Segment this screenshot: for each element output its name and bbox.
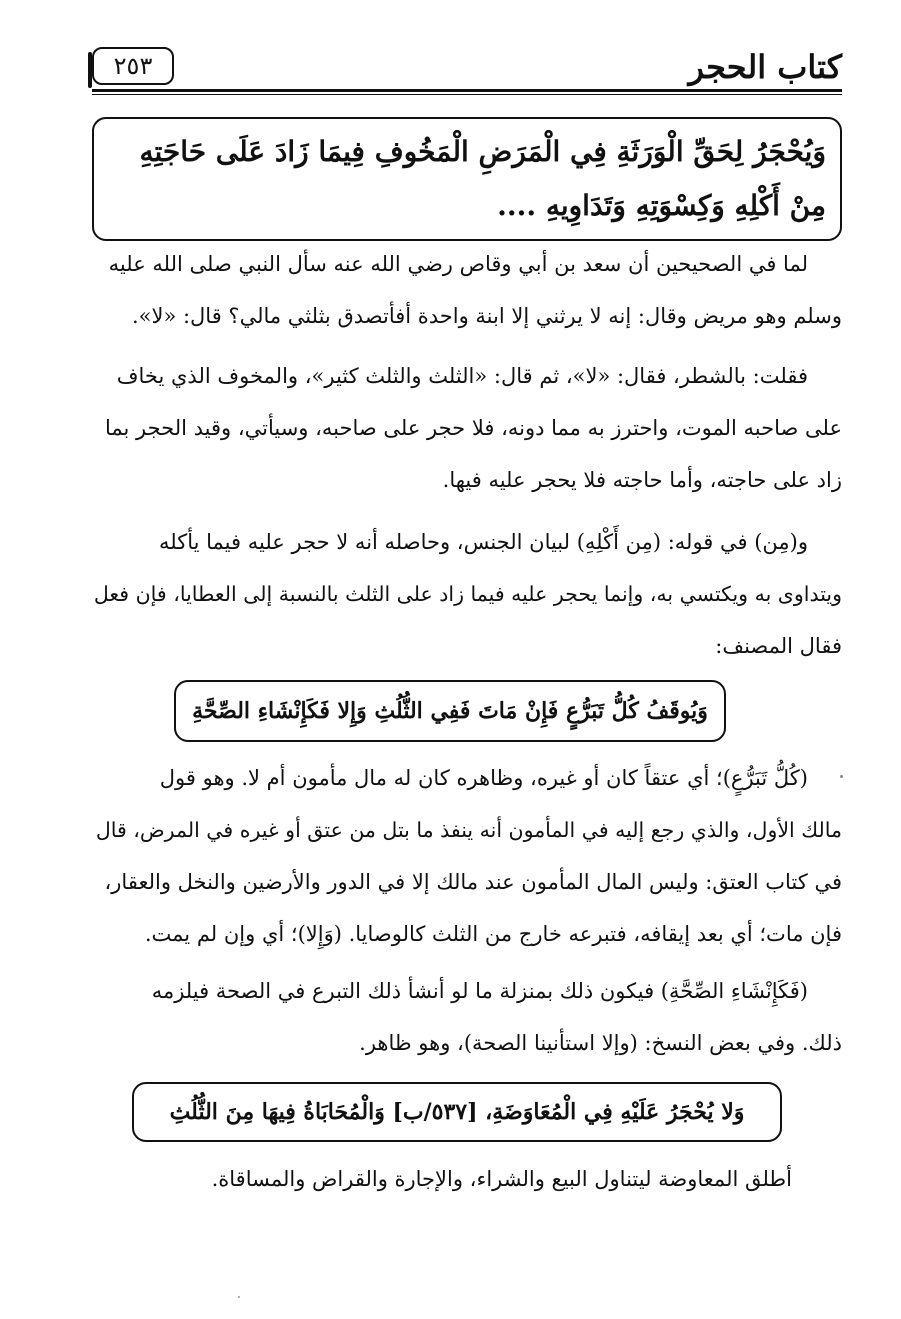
text-line: فقلت: بالشطر، فقال: «لا»، ثم قال: «الثلث والثلث كثير»، والمخوف الذي يخاف <box>116 364 808 388</box>
text-line: فقال المصنف: <box>715 634 842 658</box>
text-line: لما في الصحيحين أن سعد بن أبي وقاص رضي الله عنه سأل النبي صلى الله عليه <box>108 252 808 276</box>
text-line: (كُلُّ تَبَرُّعٍ)؛ أي عتقاً كان أو غيره، وظاهره كان له مال مأمون أم لا. وهو قول <box>159 766 808 790</box>
commentary-paragraph <box>92 238 842 342</box>
text-line: زاد على حاجته، وأما حاجته فلا يحجر عليه فيها. <box>442 468 842 492</box>
running-title: كتاب الحجر <box>688 48 842 86</box>
text-line: فإن مات؛ أي بعد إيقافه، فتبرعه خارج من الثلث كالوصايا. (وَإِلا)؛ أي وإن لم يمت. <box>144 922 842 946</box>
stray-mark <box>238 1296 240 1298</box>
matn-line: وَلا يُحْجَرُ عَلَيْهِ فِي الْمُعَاوَضَةِ، [٥٣٧/ب] وَالْمُحَابَاةُ فِيهَا مِنَ الثُّلُثِ <box>169 1099 745 1125</box>
matn-line: وَيُحْجَرُ لِحَقِّ الْوَرَثَةِ فِي الْمَرَضِ الْمَخُوفِ فِيمَا زَادَ عَلَى حَاجَتِهِ <box>139 135 826 168</box>
header-rule <box>92 89 842 95</box>
text-line: مالك الأول، والذي رجع إليه في المأمون أنه ينفذ ما بتل من عتق أو غيره في المرض، قال <box>95 818 842 842</box>
matn-box-2 <box>174 680 726 742</box>
text-line: ويتداوى به ويكتسي به، وإنما يحجر عليه فيما زاد على الثلث بالنسبة إلى العطايا، فإن فعل <box>93 582 842 606</box>
commentary-paragraph <box>92 516 842 672</box>
matn-line: وَيُوقَفُ كُلُّ تَبَرُّعٍ فَإِنْ مَاتَ فَفِي الثُّلُثِ وَإِلا فَكَإِنْشَاءِ الصِّحَّةِ <box>192 698 708 724</box>
page-header <box>92 45 842 95</box>
matn-box-3 <box>132 1082 782 1142</box>
commentary-paragraph <box>192 1153 792 1205</box>
text-line: وسلم وهو مريض وقال: إنه لا يرثني إلا ابنة واحدة أفأتصدق بثلثي مالي؟ قال: «لا». <box>131 304 842 328</box>
text-line: و(مِن) في قوله: (مِن أَكْلِهِ) لبيان الجنس، وحاصله أنه لا حجر عليه فيما يأكله <box>159 530 808 554</box>
text-line: على صاحبه الموت، واحترز به مما دونه، فلا حجر على صاحبه، وسيأتي، وقيد الحجر بما <box>104 416 842 440</box>
text-line: ذلك. وفي بعض النسخ: (وإلا استأنينا الصحة)، وهو ظاهر. <box>359 1031 842 1055</box>
commentary-paragraph <box>92 752 842 960</box>
text-line: في كتاب العتق: وليس المال المأمون عند مالك إلا في الدور والأرضين والنخل والعقار، <box>104 870 842 894</box>
text-line: (فَكَإِنْشَاءِ الصِّحَّةِ) فيكون ذلك بمنزلة ما لو أنشأ ذلك التبرع في الصحة فيلزمه <box>151 979 808 1003</box>
matn-box-1 <box>92 117 842 241</box>
commentary-paragraph <box>92 350 842 506</box>
text-line: أطلق المعاوضة ليتناول البيع والشراء، والإجارة والقراض والمساقاة. <box>211 1167 792 1191</box>
matn-line: مِنْ أَكْلِهِ وَكِسْوَتِهِ وَتَدَاوِيهِ .... <box>497 189 826 222</box>
commentary-paragraph <box>92 965 842 1069</box>
page-number: ٢٥٣ <box>92 47 174 85</box>
